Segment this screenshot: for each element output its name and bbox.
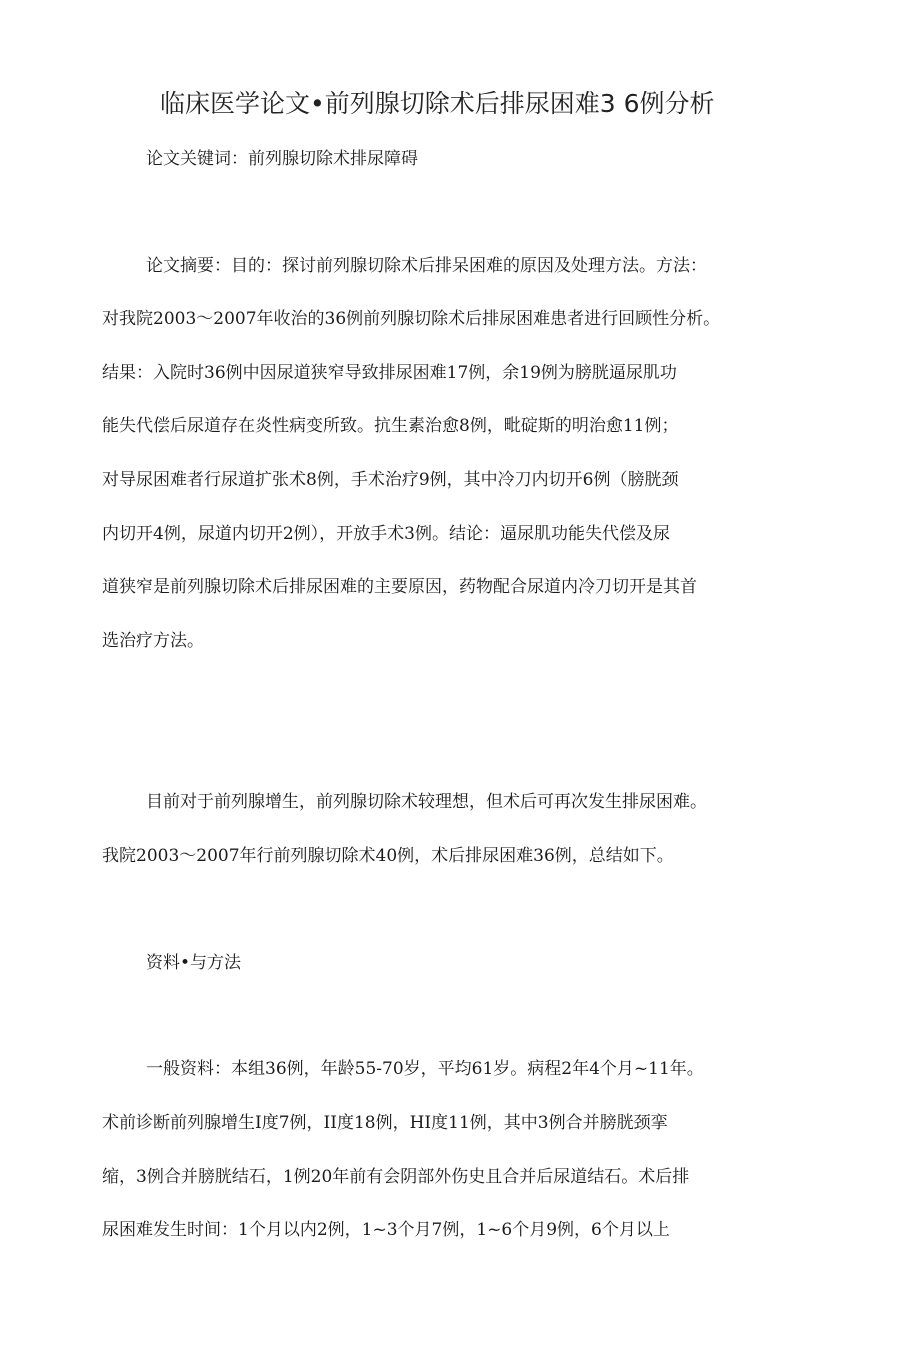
- abstract-line: 对导尿困难者行尿道扩张术8例，手术治疗9例，其中冷刀内切开6例（膀胱颈: [102, 470, 679, 490]
- abstract-line: 内切开4例，尿道内切开2例），开放手术3例。结论：逼尿肌功能失代偿及尿: [102, 524, 670, 544]
- general-line: 一般资料：本组36例，年龄55-70岁，平均61岁。病程2年4个月~11年。: [146, 1059, 704, 1079]
- abstract-line: 选治疗方法。: [102, 631, 204, 651]
- intro-line: 目前对于前列腺增生，前列腺切除术较理想，但术后可再次发生排尿困难。: [146, 792, 707, 812]
- intro-line: 我院2003～2007年行前列腺切除术40例，术后排尿困难36例，总结如下。: [102, 846, 674, 866]
- abstract-line: 论文摘要：目的：探讨前列腺切除术后排呆困难的原因及处理方法。方法：: [146, 256, 707, 276]
- abstract-line: 结果：入院时36例中因尿道狭窄导致排尿困难17例，余19例为膀胱逼尿肌功: [102, 363, 677, 383]
- section-heading: 资料•与方法: [146, 953, 242, 973]
- general-line: 缩，3例合并膀胱结石，1例20年前有会阴部外伤史且合并后尿道结石。术后排: [102, 1167, 690, 1187]
- general-line: 术前诊断前列腺增生I度7例，II度18例，HI度11例，其中3例合并膀胱颈挛: [102, 1113, 668, 1133]
- general-line: 尿困难发生时间：1个月以内2例，1~3个月7例，1~6个月9例，6个月以上: [102, 1220, 670, 1240]
- abstract-line: 道狭窄是前列腺切除术后排尿困难的主要原因，药物配合尿道内冷刀切开是其首: [102, 577, 697, 597]
- abstract-line: 对我院2003～2007年收治的36例前列腺切除术后排尿困难患者进行回顾性分析。: [102, 309, 721, 329]
- document-title: 临床医学论文•前列腺切除术后排尿困难3 6例分析: [160, 89, 715, 118]
- keywords-line: 论文关键词：前列腺切除术排尿障碍: [146, 149, 418, 169]
- abstract-line: 能失代偿后尿道存在炎性病变所致。抗生素治愈8例，毗碇斯的明治愈11例；: [102, 416, 679, 436]
